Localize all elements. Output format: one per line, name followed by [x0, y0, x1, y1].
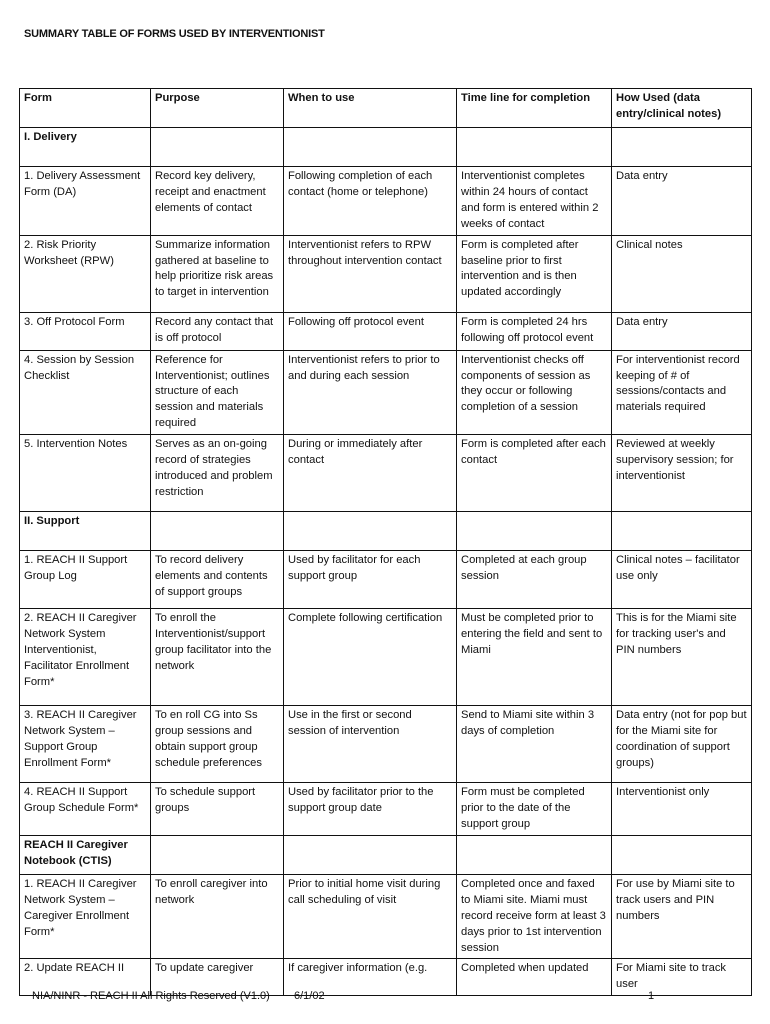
table-cell: Serves as an on-going record of strategies introduced and problem restriction: [151, 435, 284, 512]
section-title: II. Support: [20, 512, 151, 551]
column-header: When to use: [284, 89, 457, 128]
section-empty-cell: [457, 835, 612, 874]
table-cell: Reference for Interventionist; outlines structure of each session and materials required: [151, 350, 284, 435]
page-title: SUMMARY TABLE OF FORMS USED BY INTERVENTIONIST: [24, 28, 325, 40]
table-cell: Interventionist completes within 24 hours of contact and form is entered within 2 weeks of contact: [457, 167, 612, 236]
table-row: [20, 435, 752, 512]
table-cell: Clinical notes – facilitator use only: [612, 551, 752, 609]
table-cell: To enroll caregiver into network: [151, 874, 284, 959]
table-cell: For use by Miami site to track users and PIN numbers: [612, 874, 752, 959]
table-cell: Summarize information gathered at baseline to help prioritize risk areas to target in intervention: [151, 235, 284, 312]
table-cell: During or immediately after contact: [284, 435, 457, 512]
header-row: [20, 89, 752, 128]
footer-date: 6/1/02: [294, 990, 325, 1002]
table-cell: To schedule support groups: [151, 783, 284, 836]
table-cell: Record any contact that is off protocol: [151, 312, 284, 350]
table-cell: Form is completed 24 hrs following off protocol event: [457, 312, 612, 350]
table-cell: To en roll CG into Ss group sessions and obtain support group schedule preferences: [151, 706, 284, 783]
section-empty-cell: [457, 128, 612, 167]
section-empty-cell: [284, 835, 457, 874]
table-cell: 3. Off Protocol Form: [20, 312, 151, 350]
table-cell: Interventionist refers to prior to and during each session: [284, 350, 457, 435]
table-row: [20, 235, 752, 312]
section-empty-cell: [612, 128, 752, 167]
table-row: [20, 167, 752, 236]
section-row: [20, 835, 752, 874]
table-cell: Following off protocol event: [284, 312, 457, 350]
section-empty-cell: [151, 512, 284, 551]
section-row: [20, 128, 752, 167]
table-row: [20, 874, 752, 959]
column-header: Time line for completion: [457, 89, 612, 128]
table-cell: 1. REACH II Caregiver Network System – Caregiver Enrollment Form*: [20, 874, 151, 959]
section-empty-cell: [151, 128, 284, 167]
table-cell: To record delivery elements and contents of support groups: [151, 551, 284, 609]
table-row: [20, 312, 752, 350]
table-cell: To update caregiver: [151, 959, 284, 996]
table-cell: Send to Miami site within 3 days of completion: [457, 706, 612, 783]
table-cell: Reviewed at weekly supervisory session; for interventionist: [612, 435, 752, 512]
section-empty-cell: [284, 128, 457, 167]
table-row: [20, 551, 752, 609]
section-empty-cell: [151, 835, 284, 874]
table-row: [20, 706, 752, 783]
table-cell: Clinical notes: [612, 235, 752, 312]
table-cell: Form is completed after each contact: [457, 435, 612, 512]
table-cell: Completed at each group session: [457, 551, 612, 609]
footer-copyright: NIA/NINR - REACH II All Rights Reserved (V1.0): [32, 990, 270, 1002]
section-title: I. Delivery: [20, 128, 151, 167]
section-row: [20, 512, 752, 551]
table-cell: 1. REACH II Support Group Log: [20, 551, 151, 609]
table-cell: Record key delivery, receipt and enactment elements of contact: [151, 167, 284, 236]
column-header: Purpose: [151, 89, 284, 128]
table-cell: Prior to initial home visit during call scheduling of visit: [284, 874, 457, 959]
table-row: [20, 350, 752, 435]
column-header: How Used (data entry/clinical notes): [612, 89, 752, 128]
table-cell: 4. REACH II Support Group Schedule Form*: [20, 783, 151, 836]
table-cell: 5. Intervention Notes: [20, 435, 151, 512]
table-cell: If caregiver information (e.g.: [284, 959, 457, 996]
table-cell: Interventionist refers to RPW throughout intervention contact: [284, 235, 457, 312]
table-cell: Data entry: [612, 312, 752, 350]
table-cell: Interventionist checks off components of session as they occur or following completion of a session: [457, 350, 612, 435]
table-cell: Completed once and faxed to Miami site. Miami must record receive form at least 3 days prior to 1st intervention session: [457, 874, 612, 959]
table-cell: 1. Delivery Assessment Form (DA): [20, 167, 151, 236]
table-cell: Completed when updated: [457, 959, 612, 996]
section-empty-cell: [284, 512, 457, 551]
table-cell: Used by facilitator for each support group: [284, 551, 457, 609]
section-empty-cell: [612, 512, 752, 551]
section-empty-cell: [612, 835, 752, 874]
table-row: [20, 783, 752, 836]
table-cell: Must be completed prior to entering the field and sent to Miami: [457, 609, 612, 706]
section-title: REACH II Caregiver Notebook (CTIS): [20, 835, 151, 874]
table-cell: Data entry: [612, 167, 752, 236]
table-cell: 2. Update REACH II: [20, 959, 151, 996]
table-cell: Data entry (not for pop but for the Miami site for coordination of support groups): [612, 706, 752, 783]
section-empty-cell: [457, 512, 612, 551]
table-row: [20, 609, 752, 706]
table-cell: 2. REACH II Caregiver Network System Interventionist, Facilitator Enrollment Form*: [20, 609, 151, 706]
table-cell: Use in the first or second session of intervention: [284, 706, 457, 783]
table-cell: Form must be completed prior to the date of the support group: [457, 783, 612, 836]
table-cell: Complete following certification: [284, 609, 457, 706]
table-cell: Form is completed after baseline prior to first intervention and is then updated accordingly: [457, 235, 612, 312]
table-cell: For Miami site to track user: [612, 959, 752, 996]
forms-summary-table: [19, 88, 752, 996]
table-cell: For interventionist record keeping of # of sessions/contacts and materials required: [612, 350, 752, 435]
footer-page-number: 1: [648, 990, 655, 1002]
column-header: Form: [20, 89, 151, 128]
table-cell: 4. Session by Session Checklist: [20, 350, 151, 435]
table-cell: This is for the Miami site for tracking user's and PIN numbers: [612, 609, 752, 706]
table-cell: Interventionist only: [612, 783, 752, 836]
table-cell: Used by facilitator prior to the support group date: [284, 783, 457, 836]
table-cell: 3. REACH II Caregiver Network System – Support Group Enrollment Form*: [20, 706, 151, 783]
table-cell: To enroll the Interventionist/support group facilitator into the network: [151, 609, 284, 706]
table-cell: 2. Risk Priority Worksheet (RPW): [20, 235, 151, 312]
table-cell: Following completion of each contact (home or telephone): [284, 167, 457, 236]
